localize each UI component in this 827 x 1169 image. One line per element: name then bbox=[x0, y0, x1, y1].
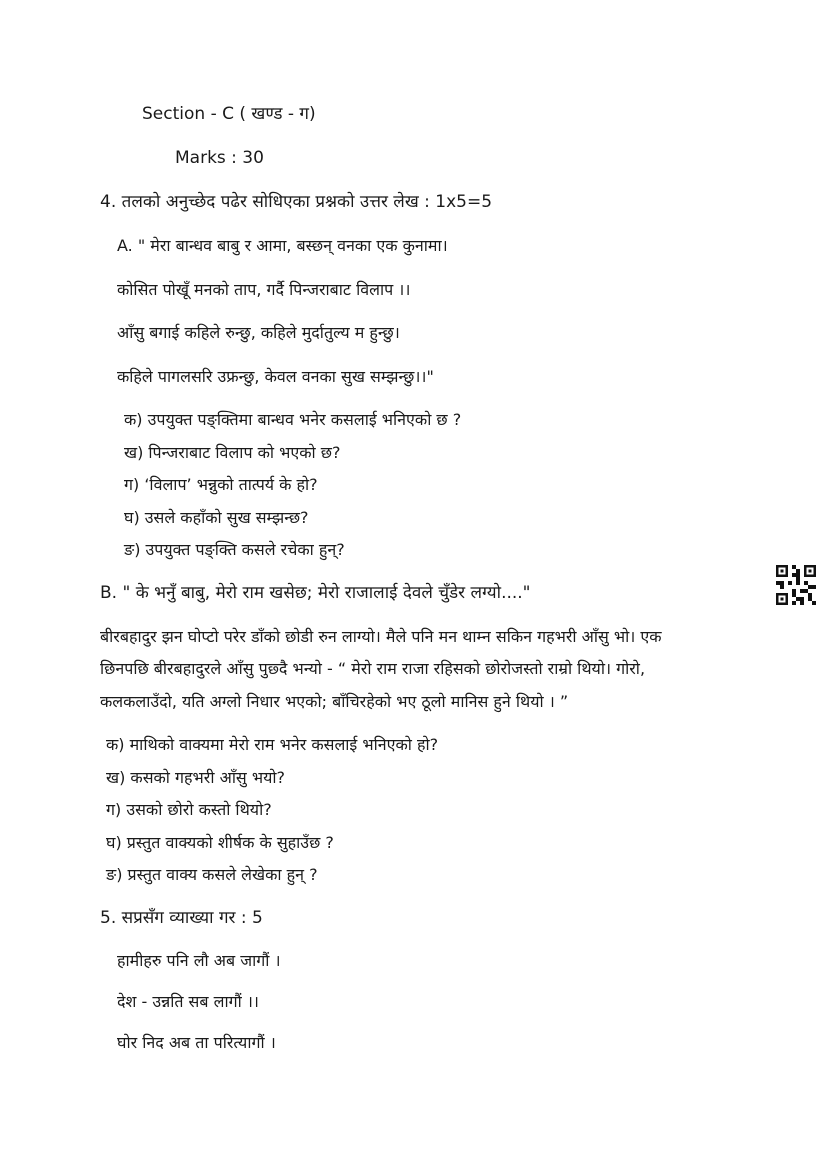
qr-code-icon bbox=[776, 565, 816, 605]
q4b-quote: B. " के भनुँ बाबु, मेरो राम खसेछ; मेरो राजालाई देवले चुँडेर लग्यो...." bbox=[100, 583, 531, 603]
poem-a-line-4: कहिले पागलसरि उफ्रन्छु, केवल वनका सुख सम्झन्छु।।" bbox=[117, 367, 434, 386]
q4b-paragraph-line-3: कलकलाउँदो, यति अग्लो निधार भएको; बाँचिरहेको भए ठूलो मानिस हुने थियो । ” bbox=[100, 692, 569, 711]
q4a-question-gha: घ) उसले कहाँको सुख सम्झन्छ? bbox=[124, 508, 309, 527]
q4a-question-nga: ङ) उपयुक्त पङ्क्ति कसले रचेका हुन्? bbox=[124, 540, 345, 559]
q4b-question-nga: ङ) प्रस्तुत वाक्य कसले लेखेका हुन् ? bbox=[106, 865, 318, 884]
q4a-question-ka: क) उपयुक्त पङ्क्तिमा बान्धव भनेर कसलाई भनिएको छ ? bbox=[124, 410, 462, 429]
question-4-heading: 4. तलको अनुच्छेद पढेर सोधिएका प्रश्नको उत्तर लेख : 1x5=5 bbox=[100, 192, 493, 212]
q4b-paragraph-line-1: बीरबहादुर झन घोप्टो परेर डाँको छोडी रुन लाग्यो। मैले पनि मन थाम्न सकिन गहभरी आँसु भो। एक bbox=[100, 627, 662, 646]
q4b-question-ka: क) माथिको वाक्यमा मेरो राम भनेर कसलाई भनिएको हो? bbox=[106, 735, 439, 754]
poem-a-line-3: आँसु बगाई कहिले रुन्छु, कहिले मुर्दातुल्य म हुन्छु। bbox=[117, 323, 400, 342]
q5-poem-line-3: घोर निद अब ता परित्यागौं । bbox=[117, 1033, 276, 1052]
question-5-heading: 5. सप्रसँग व्याख्या गर : 5 bbox=[100, 908, 263, 928]
poem-a-line-2: कोसित पोखूँ मनको ताप, गर्दै पिन्जराबाट विलाप ।। bbox=[117, 280, 411, 299]
q4a-question-kha: ख) पिन्जराबाट विलाप को भएको छ? bbox=[124, 443, 341, 462]
q4b-paragraph-line-2: छिनपछि बीरबहादुरले आँसु पुछ्दै भन्यो - “ मेरो राम राजा रहिसको छोरोजस्तो राम्रो थियो। गोरो, bbox=[100, 659, 646, 678]
q4a-question-ga: ग) ‘विलाप’ भन्नुको तात्पर्य के हो? bbox=[124, 475, 318, 494]
marks-label: Marks : 30 bbox=[175, 148, 264, 168]
poem-a-line-1: A. " मेरा बान्धव बाबु र आमा, बस्छन् वनका एक कुनामा। bbox=[117, 236, 448, 255]
q4b-question-kha: ख) कसको गहभरी आँसु भयो? bbox=[106, 768, 285, 787]
q5-poem-line-2: देश - उन्नति सब लागौं ।। bbox=[117, 992, 259, 1011]
q4b-question-ga: ग) उसको छोरो कस्तो थियो? bbox=[106, 800, 272, 819]
q4b-question-gha: घ) प्रस्तुत वाक्यको शीर्षक के सुहाउँछ ? bbox=[106, 833, 334, 852]
q5-poem-line-1: हामीहरु पनि लौ अब जागौं । bbox=[117, 951, 281, 970]
section-heading: Section - C ( खण्ड - ग) bbox=[142, 104, 316, 124]
